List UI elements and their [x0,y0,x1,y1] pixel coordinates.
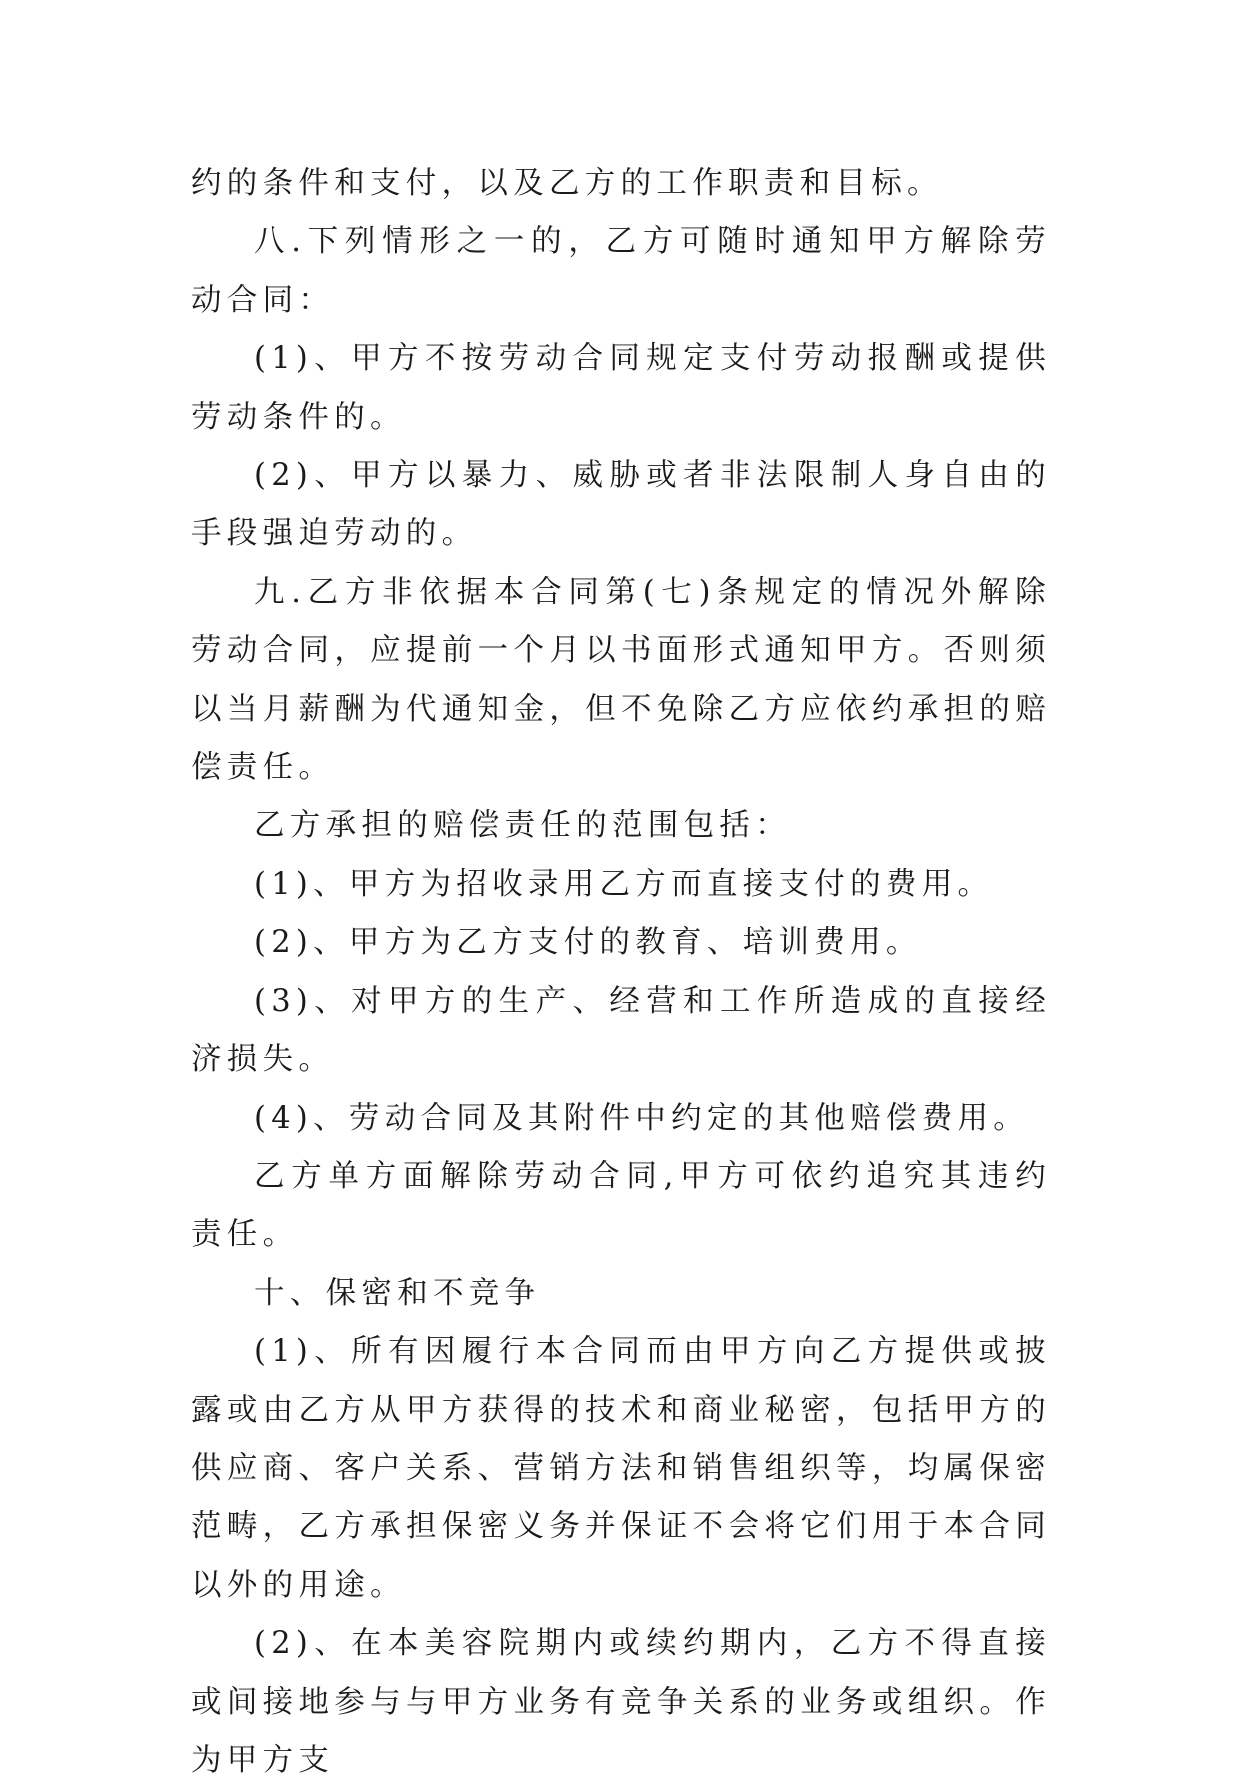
paragraph-3: (1)、甲方不按劳动合同规定支付劳动报酬或提供劳动条件的。 [191,341,1051,435]
paragraph-8: (2)、甲方为乙方支付的教育、培训费用。 [254,925,922,961]
paragraph-11: 乙方单方面解除劳动合同,甲方可依约追究其违约责任。 [191,1158,1051,1253]
document-body [191,155,1051,1790]
paragraph-7: (1)、甲方为招收录用乙方而直接支付的费用。 [254,866,994,902]
paragraph-14: (2)、在本美容院期内或续约期内，乙方不得直接或间接地参与与甲方业务有竞争关系的业务或组织。作为甲方支 [191,1626,1051,1778]
paragraph-2: 八.下列情形之一的，乙方可随时通知甲方解除劳动合同： [191,224,1051,318]
paragraph-13: (1)、所有因履行本合同而由甲方向乙方提供或披露或由乙方从甲方获得的技术和商业秘密，包括甲方的供应商、客户关系、营销方法和销售组织等，均属保密范畴，乙方承担保密义务并保证不会将它们用于本合同以外的用途。 [191,1334,1051,1603]
paragraph-1: 约的条件和支付，以及乙方的工作职责和目标。 [191,166,943,201]
paragraph-4: (2)、甲方以暴力、威胁或者非法限制人身自由的手段强迫劳动的。 [191,458,1051,552]
paragraph-9: (3)、对甲方的生产、经营和工作所造成的直接经济损失。 [191,983,1051,1078]
paragraph-5: 九.乙方非依据本合同第(七)条规定的情况外解除劳动合同，应提前一个月以书面形式通知甲方。否则须以当月薪酬为代通知金，但不免除乙方应依约承担的赔偿责任。 [191,574,1051,786]
paragraph-10: (4)、劳动合同及其附件中约定的其他赔偿费用。 [254,1100,1030,1136]
paragraph-6: 乙方承担的赔偿责任的范围包括： [254,808,791,844]
paragraph-12: 十、保密和不竞争 [254,1275,541,1311]
